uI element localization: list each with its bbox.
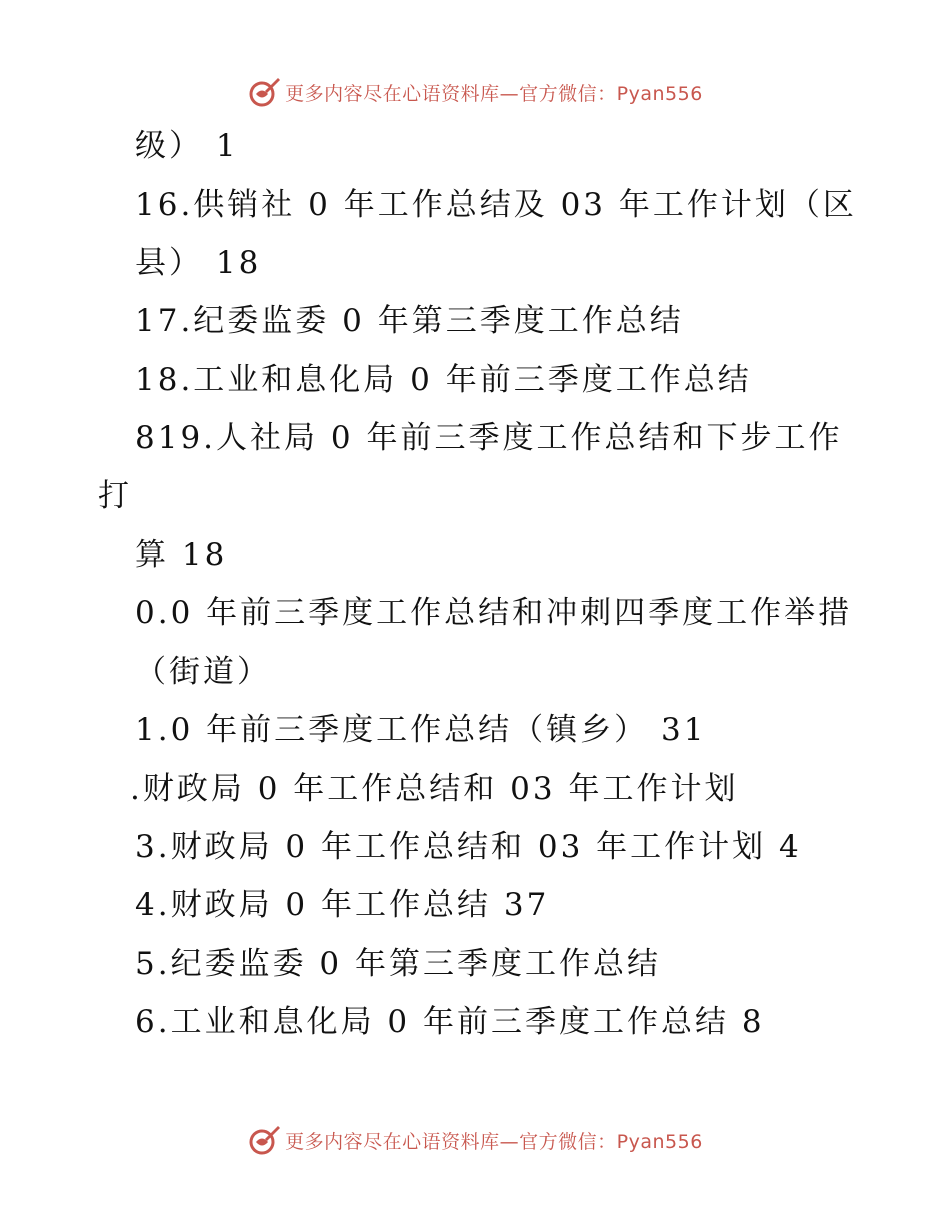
toc-line: 级） 1 bbox=[135, 128, 239, 164]
footer-banner bbox=[0, 1120, 950, 1160]
header-banner-text: 更多内容尽在心语资料库—官方微信：Pyan556 bbox=[285, 82, 703, 105]
toc-line: 5.纪委监委 0 年第三季度工作总结 bbox=[135, 946, 662, 982]
header-banner bbox=[0, 72, 950, 112]
toc-line: 3.财政局 0 年工作总结和 03 年工作计划 4 bbox=[135, 829, 802, 865]
toc-line: （街道） bbox=[135, 654, 271, 690]
pen-nib-logo-icon bbox=[247, 75, 281, 109]
toc-line: 6.工业和息化局 0 年前三季度工作总结 8 bbox=[135, 1004, 765, 1040]
toc-line: 打 bbox=[98, 478, 132, 514]
toc-line: 4.财政局 0 年工作总结 37 bbox=[135, 887, 550, 923]
toc-line: 16.供销社 0 年工作总结及 03 年工作计划（区 bbox=[135, 187, 857, 223]
toc-line: 18.工业和息化局 0 年前三季度工作总结 bbox=[135, 362, 752, 398]
toc-line: 819.人社局 0 年前三季度工作总结和下步工作 bbox=[135, 420, 843, 456]
toc-line: 县） 18 bbox=[135, 245, 262, 281]
toc-line: 17.纪委监委 0 年第三季度工作总结 bbox=[135, 303, 684, 339]
toc-line: 1.0 年前三季度工作总结（镇乡） 31 bbox=[135, 712, 707, 748]
toc-line: 算 18 bbox=[135, 537, 228, 573]
footer-banner-text: 更多内容尽在心语资料库—官方微信：Pyan556 bbox=[285, 1130, 703, 1153]
pen-nib-logo-icon bbox=[247, 1123, 281, 1157]
toc-line: 0.0 年前三季度工作总结和冲刺四季度工作举措 bbox=[135, 595, 853, 631]
toc-line: .财政局 0 年工作总结和 03 年工作计划 bbox=[130, 771, 739, 807]
